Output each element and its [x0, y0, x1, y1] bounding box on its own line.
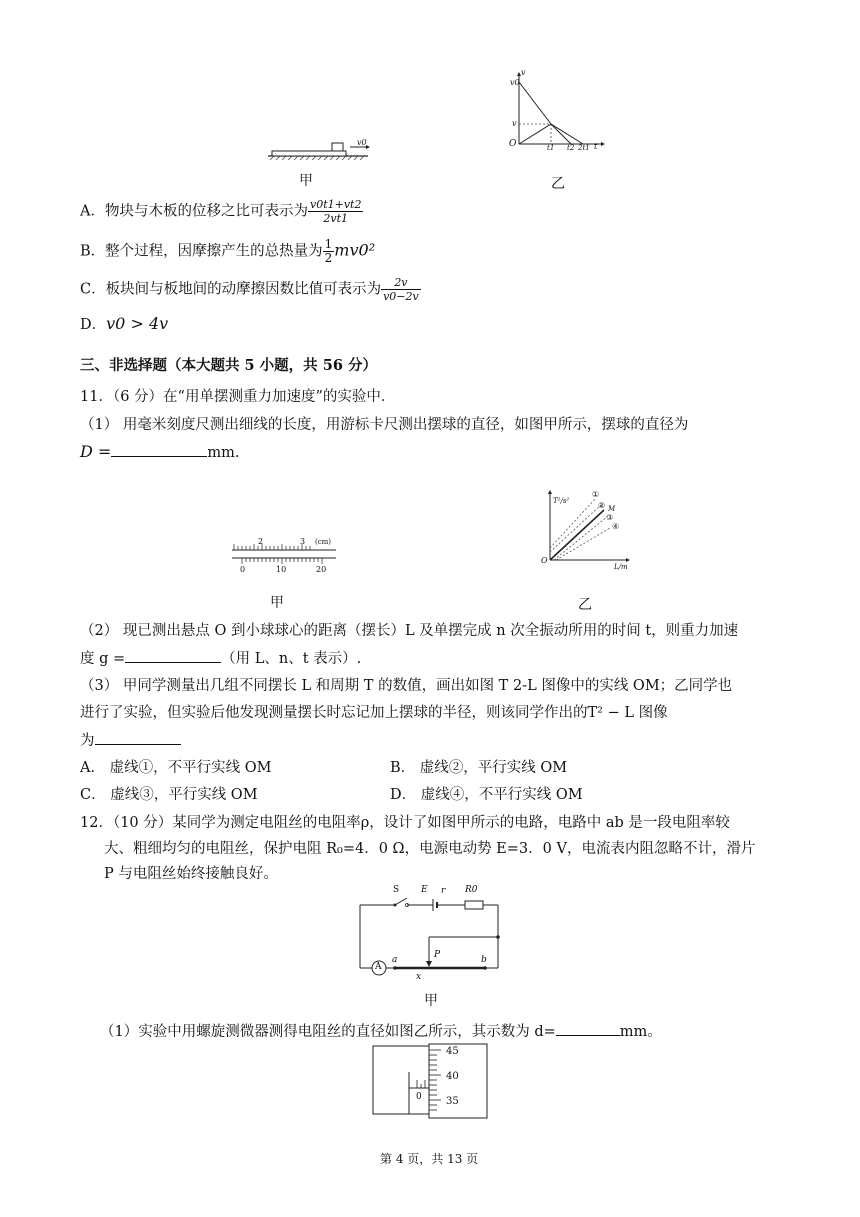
vt-v-label: v	[512, 119, 517, 128]
t2l-curve-4-label: ④	[612, 522, 620, 531]
t2l-x-axis-label: L/m	[614, 563, 628, 571]
t2l-curve-2-label: ②	[598, 501, 606, 510]
diameter-symbol: D =	[80, 442, 112, 461]
caliper-main-3: 3	[300, 537, 306, 546]
vt-t2-label: t2	[567, 144, 575, 152]
q11-fig-jia-caption: 甲	[270, 595, 284, 611]
option-d-text: D．	[80, 317, 107, 333]
page-footer: 第 4 页，共 13 页	[380, 1152, 479, 1166]
fraction-numerator: v0t1+vt2	[309, 198, 362, 211]
fig-jia-caption-top: 甲	[299, 173, 313, 189]
q10-option-b	[80, 238, 375, 265]
gravity-answer-blank[interactable]	[125, 648, 221, 663]
diameter-unit: mm.	[207, 445, 240, 461]
q12-line3: P 与电阻丝始终接触良好。	[104, 866, 278, 882]
vt-graph	[505, 72, 605, 154]
vt-t-axis-label: t	[594, 142, 598, 151]
q11-option-b: B． 虚线②，平行实线 OM	[390, 760, 568, 776]
half-numerator: 1	[324, 237, 333, 251]
t2l-origin-label: O	[541, 556, 548, 565]
vt-2t1-label: 2t1	[578, 144, 590, 152]
circuit-ammeter-label: A	[375, 962, 382, 972]
fig-yi-caption-top: 乙	[551, 176, 565, 192]
circuit-switch-label: S	[393, 885, 400, 895]
circuit-p-label: P	[434, 950, 441, 960]
micrometer-answer-blank[interactable]	[556, 1021, 620, 1036]
caliper-vernier-20: 20	[316, 565, 327, 574]
option-a-fraction	[308, 198, 363, 225]
option-b-text: B．整个过程，因摩擦产生的总热量为	[80, 243, 323, 260]
q12-p1-unit: mm。	[619, 1024, 662, 1040]
fraction-numerator: 2v	[381, 276, 421, 290]
t2l-curve-3-label: ③	[606, 513, 614, 522]
vt-t1-label: t1	[547, 144, 555, 152]
micrometer-figure	[371, 1042, 489, 1120]
t2l-m-label: M	[608, 505, 616, 513]
vt-v-axis-label: v	[521, 68, 526, 77]
circuit-b-label: b	[481, 955, 487, 965]
option-b-half	[323, 238, 335, 265]
half-denominator: 2	[324, 251, 333, 265]
micrometer-label-0: 0	[416, 1092, 422, 1102]
circuit-a-label: a	[392, 955, 398, 965]
q11-option-a: A． 虚线①，不平行实线 OM	[80, 760, 272, 776]
t2l-curve-1-label: ①	[592, 490, 600, 499]
option-a-text: A．物块与木板的位移之比可表示为	[80, 203, 308, 220]
q10-option-d	[80, 313, 168, 334]
q11-p1-line2	[80, 442, 239, 461]
circuit-x-label: x	[416, 972, 422, 982]
fraction-denominator: v0−2v	[383, 290, 419, 303]
q10-option-a	[80, 198, 363, 225]
micrometer-label-40: 40	[446, 1071, 459, 1082]
circuit-r0-label: R0	[465, 885, 478, 895]
gravity-hint: （用 L、n、t 表示）.	[221, 651, 362, 667]
q12-p1-line	[100, 1020, 662, 1041]
q11-p2-line1: （2） 现已测出悬点 O 到小球球心的距离（摆长）L 及单摆完成 n 次全振动所用的时间 t，则重力加速	[80, 623, 739, 639]
q11-p2-line2	[80, 647, 361, 668]
caliper-main-2: 2	[258, 537, 264, 546]
q11-p3-line1: （3） 甲同学测量出几组不同摆长 L 和周期 T 的数值，画出如图 T 2-L 图像中的实线 OM；乙同学也	[80, 678, 733, 694]
q11-p1-line1: （1） 用毫米刻度尺测出细线的长度，用游标卡尺测出摆球的直径，如图甲所示，摆球的直径为	[80, 417, 689, 433]
v0-label: v0	[357, 138, 367, 147]
q11-p3-prefix: 为	[80, 733, 95, 749]
circuit-emf-label: E	[421, 885, 428, 895]
t2l-y-axis-label: T²/s²	[553, 497, 570, 505]
q10-option-c	[80, 276, 421, 303]
micrometer-label-35: 35	[446, 1096, 459, 1107]
q11-p3-line3	[80, 729, 181, 750]
q11-p3-line2: 进行了实验，但实验后他发现测量摆长时忘记加上摆球的半径，则该同学作出的T² − L 图像	[80, 705, 668, 721]
fraction-denominator: 2vt1	[323, 212, 349, 225]
q11-fig-yi-caption: 乙	[578, 597, 592, 613]
gravity-symbol: 度 g =	[80, 651, 126, 667]
q11-stem: 11．（6 分）在“用单摆测重力加速度”的实验中．	[80, 389, 396, 405]
micrometer-label-45: 45	[446, 1046, 459, 1057]
q12-line1: 12．（10 分）某同学为测定电阻丝的电阻率ρ，设计了如图甲所示的电路，电路中 ab 是一段电阻率较	[80, 815, 730, 831]
option-b-expr: mv0²	[334, 240, 376, 260]
caliper-vernier-0: 0	[240, 565, 246, 574]
q12-fig-jia-caption: 甲	[424, 993, 438, 1009]
q11-option-c: C． 虚线③，平行实线 OM	[80, 787, 258, 803]
option-d-expr: v0 > 4v	[106, 314, 169, 333]
graph-answer-blank[interactable]	[95, 730, 181, 745]
q12-p1-text: （1）实验中用螺旋测微器测得电阻丝的直径如图乙所示，其示数为 d=	[100, 1024, 556, 1040]
diameter-answer-blank[interactable]	[111, 442, 207, 457]
vt-origin-label: O	[509, 139, 517, 149]
q12-line2: 大、粗细均匀的电阻丝，保护电阻 R₀=4．0 Ω，电源电动势 E=3．0 V，电流表内阻忽略不计，滑片	[104, 841, 756, 857]
caliper-vernier-10: 10	[276, 565, 287, 574]
section3-title: 三、非选择题（本大题共 5 小题，共 56 分）	[80, 357, 377, 374]
caliper-main-unit: (cm)	[315, 538, 332, 546]
circuit-r-label: r	[441, 886, 446, 896]
q11-option-d: D． 虚线④，不平行实线 OM	[390, 787, 583, 803]
vt-v0-label: v0	[510, 78, 520, 87]
option-c-fraction	[381, 276, 421, 303]
option-c-text: C．板块间与板地间的动摩擦因数比值可表示为	[80, 281, 382, 298]
